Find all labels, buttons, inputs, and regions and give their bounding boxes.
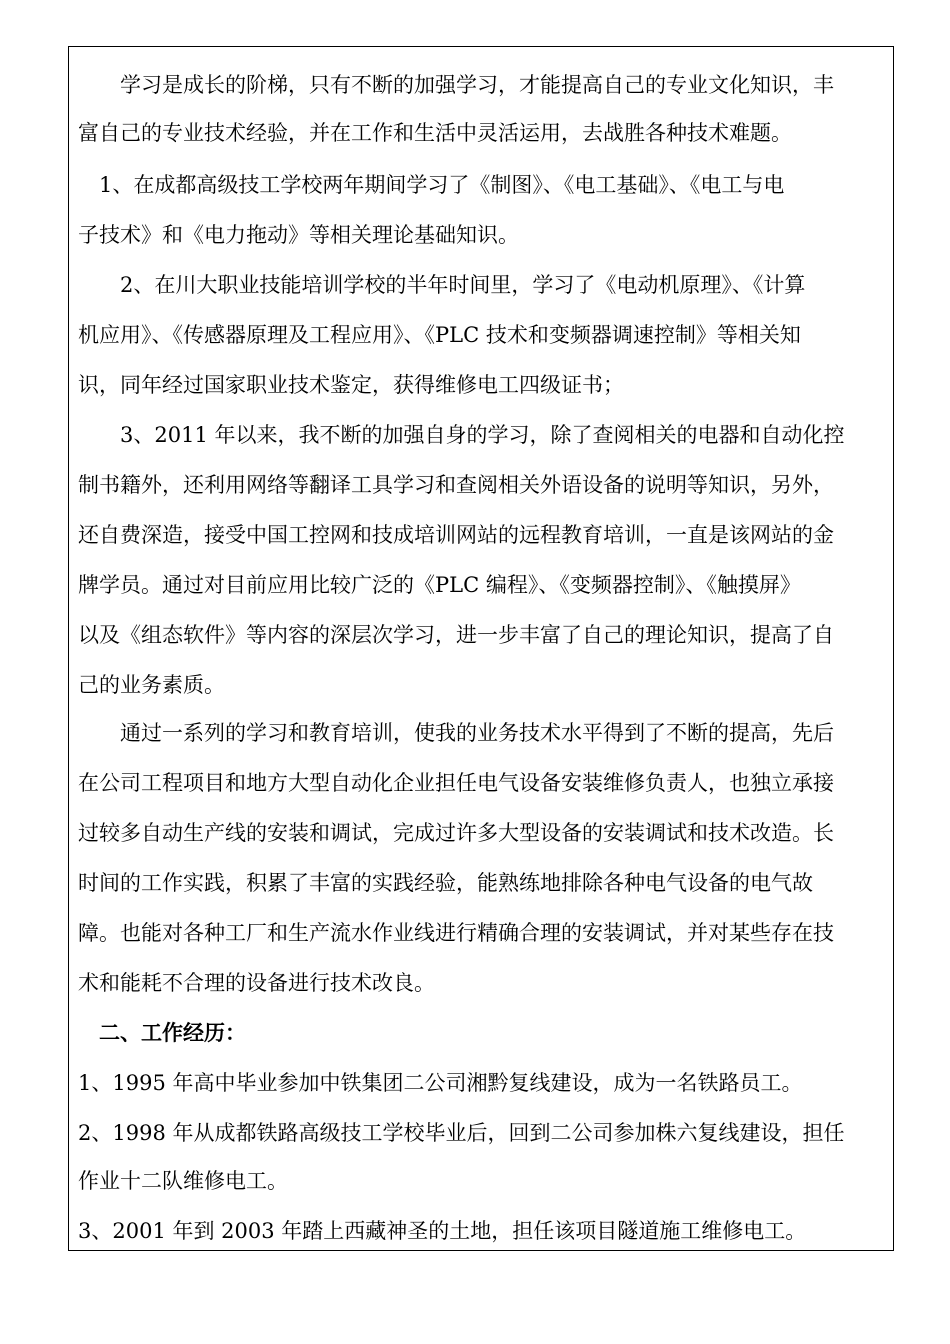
text-line: 己的业务素质。 (78, 673, 225, 697)
text-line: 时间的工作实践，积累了丰富的实践经验，能熟练地排除各种电气设备的电气故 (78, 871, 813, 895)
text-line: 术和能耗不合理的设备进行技术改良。 (78, 971, 435, 995)
text-line: 以及《组态软件》等内容的深层次学习，进一步丰富了自己的理论知识，提高了自 (78, 623, 834, 647)
text-line: 2、1998 年从成都铁路高级技工学校毕业后，回到二公司参加株六复线建设，担任 (78, 1121, 845, 1145)
text-line: 过较多自动生产线的安装和调试，完成过许多大型设备的安装调试和技术改造。长 (78, 821, 834, 845)
text-line: 1、1995 年高中毕业参加中铁集团二公司湘黔复线建设，成为一名铁路员工。 (78, 1071, 803, 1095)
text-line: 1、在成都高级技工学校两年期间学习了《制图》、《电工基础》、《电工与电 (78, 173, 785, 197)
text-line: 子技术》和《电力拖动》等相关理论基础知识。 (78, 223, 519, 247)
text-line: 识，同年经过国家职业技术鉴定，获得维修电工四级证书； (78, 373, 624, 397)
text-line: 学习是成长的阶梯，只有不断的加强学习，才能提高自己的专业文化知识，丰 (78, 73, 834, 97)
text-line: 富自己的专业技术经验，并在工作和生活中灵活运用，去战胜各种技术难题。 (78, 121, 792, 145)
text-line: 作业十二队维修电工。 (78, 1169, 288, 1193)
text-line: 在公司工程项目和地方大型自动化企业担任电气设备安装维修负责人，也独立承接 (78, 771, 834, 795)
text-line: 制书籍外，还利用网络等翻译工具学习和查阅相关外语设备的说明等知识，另外， (78, 473, 834, 497)
document-frame (68, 46, 894, 1251)
text-line: 还自费深造，接受中国工控网和技成培训网站的远程教育培训，一直是该网站的金 (78, 523, 834, 547)
section-heading-work-history: 二、工作经历： (78, 1020, 246, 1045)
text-line: 3、2011 年以来，我不断的加强自身的学习，除了查阅相关的电器和自动化控 (78, 423, 845, 447)
text-line: 牌学员。通过对目前应用比较广泛的《PLC 编程》、《变频器控制》、《触摸屏》 (78, 573, 801, 597)
text-line: 2、在川大职业技能培训学校的半年时间里，学习了《电动机原理》、《计算 (78, 273, 806, 297)
text-line: 3、2001 年到 2003 年踏上西藏神圣的土地，担任该项目隧道施工维修电工。 (78, 1219, 807, 1243)
text-line: 通过一系列的学习和教育培训，使我的业务技术水平得到了不断的提高，先后 (78, 721, 834, 745)
text-line: 机应用》、《传感器原理及工程应用》、《PLC 技术和变频器调速控制》等相关知 (78, 323, 801, 347)
text-line: 障。也能对各种工厂和生产流水作业线进行精确合理的安装调试，并对某些存在技 (78, 921, 834, 945)
